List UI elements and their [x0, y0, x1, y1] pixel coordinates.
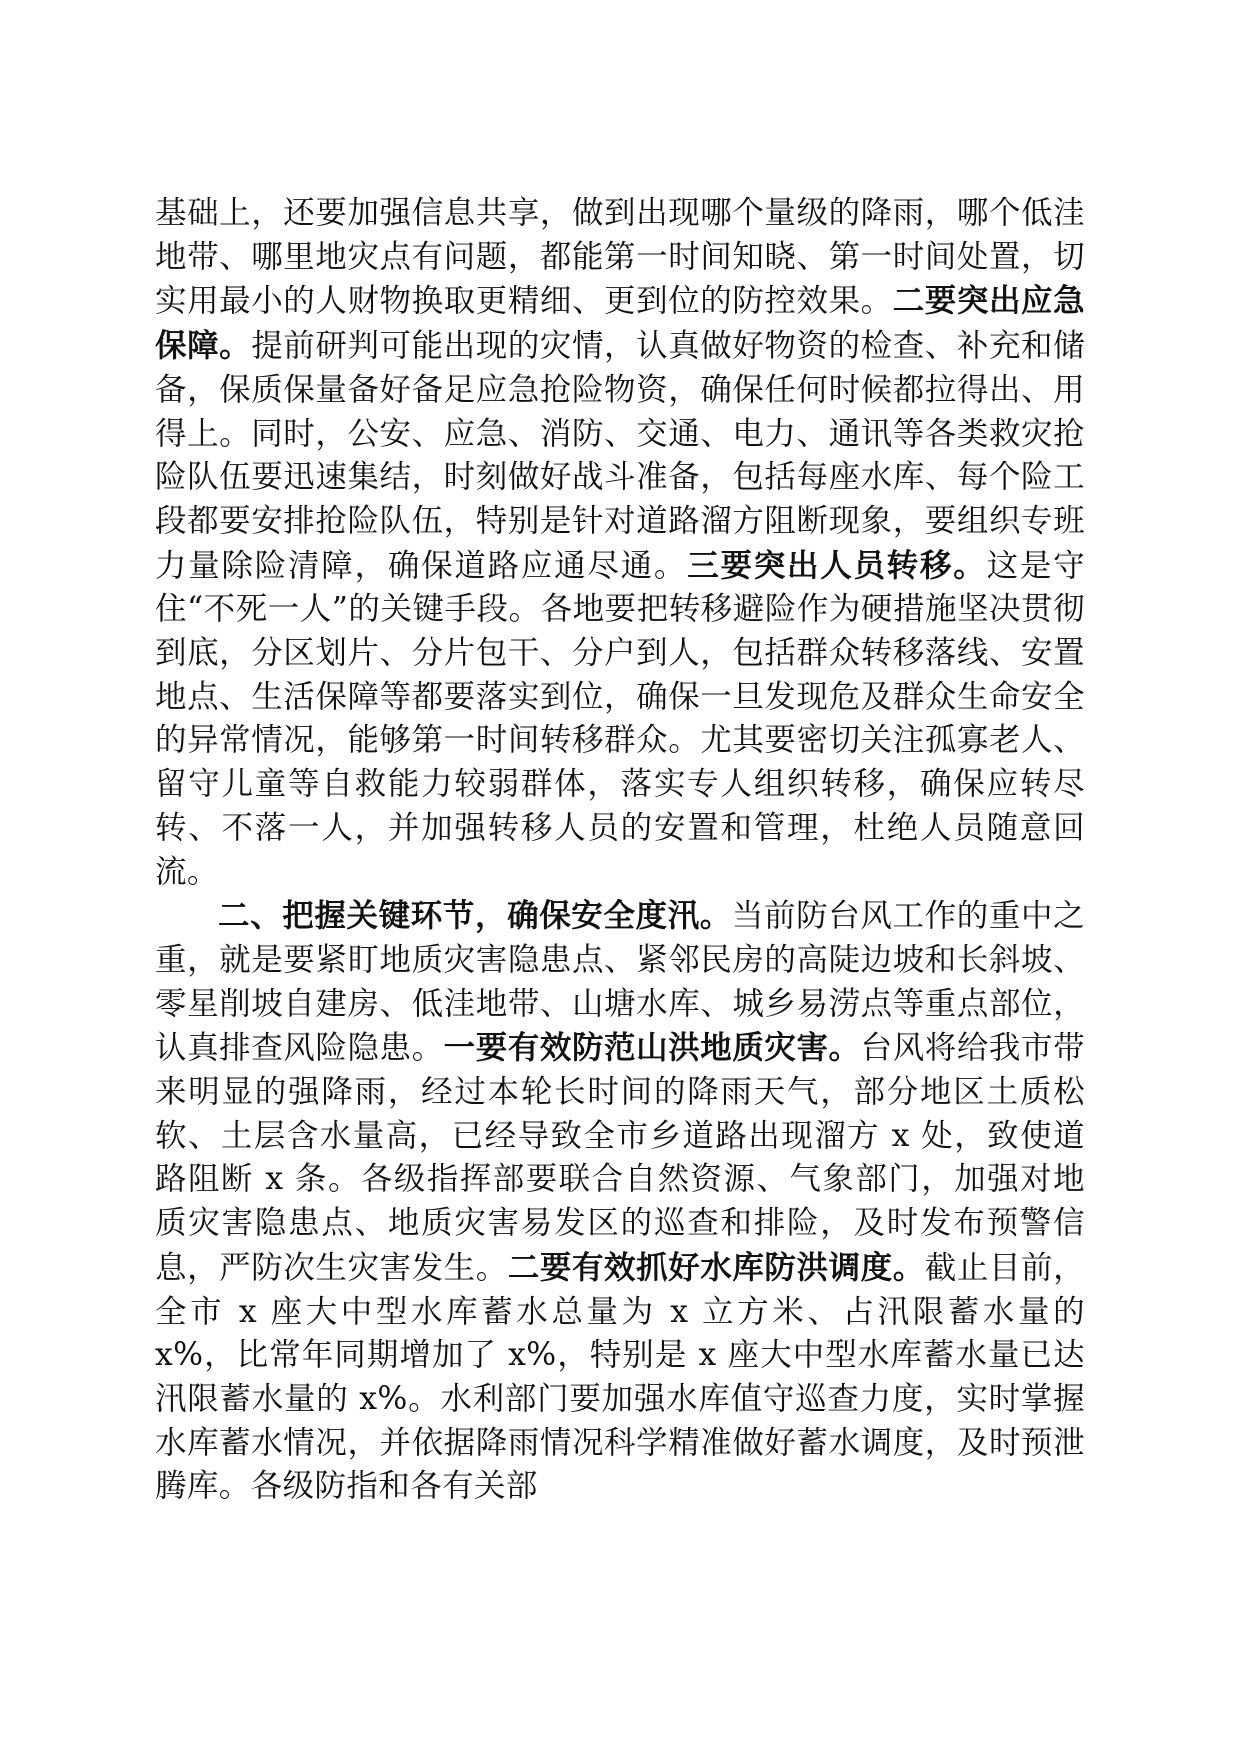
paragraph-1-text-1: 基础上，还要加强信息共享，做到出现哪个量级的降雨，哪个低洼地带、哪里地灾点有问题，都能第一时间知晓、第一时间处置，切实用最小的人财物换取更精细、更到位的防控效果。 [155, 195, 1085, 320]
heading-reservoir-dispatch: 二要有效抓好水库防洪调度。 [507, 1248, 925, 1286]
paragraph-2-text-2: 台风将给我市带来明显的强降雨，经过本轮长时间的降雨天气，部分地区土质松软、土层含水量高，已经导致全市乡道路出现溜方 x 处，致使道路阻断 x 条。各级指挥部要联合自然资源、气象部门，加强对地质灾害隐患点、地质灾害易发区的巡查和排险，及时发布预警信息，严防次生灾害发生。 [155, 1030, 1085, 1286]
heading-personnel-transfer: 三要突出人员转移。 [687, 546, 987, 584]
paragraph-2-text-1: 当前防台风工作的重中之重，就是要紧盯地质灾害隐患点、紧邻民房的高陡边坡和长斜坡、零星削坡自建房、低洼地带、山塘水库、城乡易涝点等重点部位，认真排查风险隐患。 [155, 898, 1085, 1067]
paragraph-1-text-2: 提前研判可能出现的灾情，认真做好物资的检查、补充和储备，保质保量备好备足应急抢险物资，确保任何时候都拉得出、用得上。同时，公安、应急、消防、交通、电力、通讯等各类救灾抢险队伍要迅速集结，时刻做好战斗准备，包括每座水库、每个险工段都要安排抢险队伍，特别是针对道路溜方阻断现象，要组织专班力量除险清障，确保道路应通尽通。 [155, 328, 1086, 584]
heading-emergency-support: 二要突出应急保障。 [155, 282, 1086, 365]
body-paragraph-1 [155, 192, 1085, 894]
document-page [155, 192, 1085, 1509]
heading-flash-flood-prevention: 一要有效防范山洪地质灾害。 [443, 1029, 861, 1067]
paragraph-1-text-3: 这是守住“不死一人”的关键手段。各地要把转移避险作为硬措施坚决贯彻到底，分区划片、分片包干、分户到人，包括群众转移落线、安置地点、生活保障等都要落实到位，确保一旦发现危及群众生命安全的异常情况，能够第一时间转移群众。尤其要密切关注孤寡老人、留守儿童等自救能力较弱群体，落实专人组织转移，确保应转尽转、不落一人，并加强转移人员的安置和管理，杜绝人员随意回流。 [155, 547, 1086, 890]
body-paragraph-2 [155, 894, 1085, 1509]
paragraph-2-text-3: 截止目前，全市 x 座大中型水库蓄水总量为 x 立方米、占汛限蓄水量的 x%，比常年同期增加了 x%，特别是 x 座大中型水库蓄水量已达汛限蓄水量的 x%。水利部门要加强水库值守巡查力度，实时掌握水库蓄水情况，并依据降雨情况科学精准做好蓄水调度，及时预泄腾库。各级防指和各有关部 [155, 1249, 1085, 1505]
section-heading-key-links: 二、把握关键环节，确保安全度汛。 [218, 897, 732, 935]
